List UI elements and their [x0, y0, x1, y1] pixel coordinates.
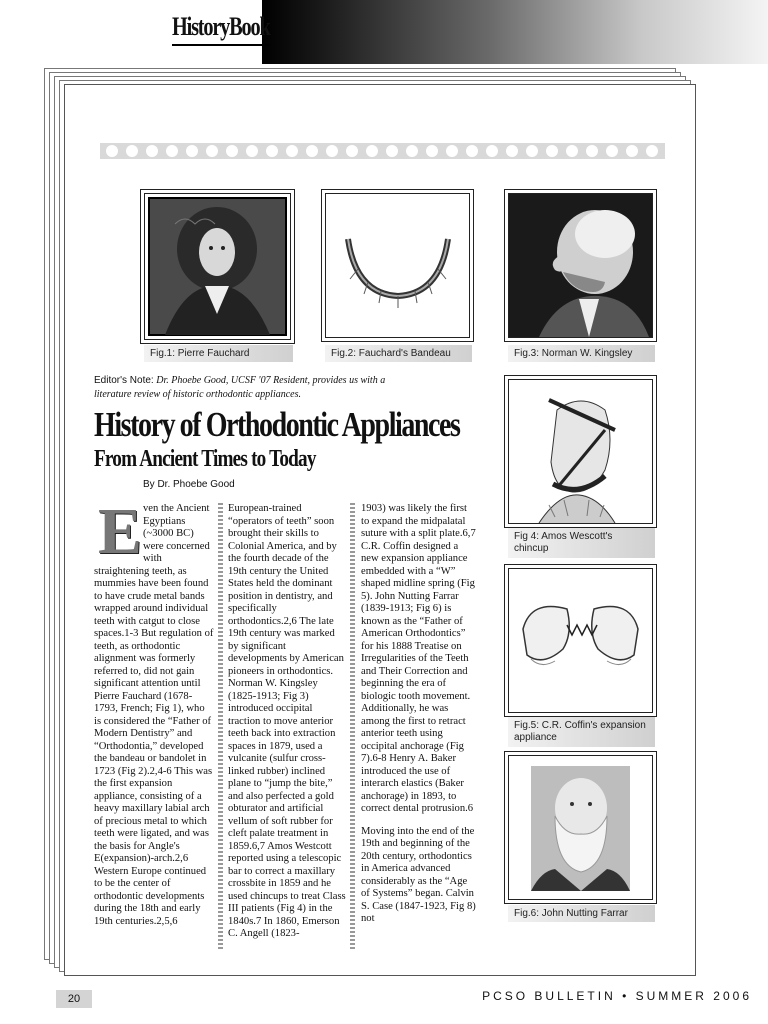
column-1-text: ven the Ancient Egyptians (~3000 BC) were concerned with straightening teeth, as mummies have been found to have crude metal bands wrapped around individual teeth with catgut to close spaces.1-3 But regulation of teeth, as orthodontic alignment was formerly referred to, did not gain significant attention until Pierre Fauchard (1678-1793, French; Fig 1), who is considered the “Father of Modern Dentistry” and “Orthodontia,” developed the bandeau or bandolet in 1723 (Fig 2).2,4-6 This was the first expansion appliance, consisting of a heavy maxillary labial arch of precious metal to which teeth were ligated, and was the basis for Angle's E(expansion)-arch.2,6 Western Europe continued to be the center of orthodontic developments during the 18th and early 19th centuries.2,5,6 [94, 503, 214, 927]
decorative-dot [546, 145, 558, 157]
decorative-dot-band [100, 143, 665, 159]
decorative-dot [106, 145, 118, 157]
portrait-bearded-icon [509, 756, 652, 899]
decorative-dot [486, 145, 498, 157]
figure-3-caption: Fig.3: Norman W. Kingsley [508, 345, 655, 362]
figure-5-image [508, 568, 653, 713]
decorative-dot [326, 145, 338, 157]
figure-4-caption: Fig 4: Amos Wescott's chincup [508, 528, 655, 558]
portrait-profile-icon [509, 194, 652, 337]
decorative-dot [406, 145, 418, 157]
decorative-dot [346, 145, 358, 157]
figure-5-caption: Fig.5: C.R. Coffin's expansion appliance [508, 717, 655, 747]
decorative-dot [606, 145, 618, 157]
decorative-dot [446, 145, 458, 157]
editors-note [94, 374, 424, 402]
decorative-dot [366, 145, 378, 157]
decorative-dot [306, 145, 318, 157]
drop-cap: E [98, 495, 143, 568]
historybook-logo: HistoryBook [172, 10, 270, 46]
decorative-dot [586, 145, 598, 157]
column-3-paragraph: 1903) was likely the first to expand the midpalatal suture with a split plate.6,7 C.R. Coffin designed a new expansion appliance embedded with a “W” shaped midline spring (Fig 5). John Nutting Farrar (1839-1913; Fig 6) is known as the “Father of American Orthodontics” for his 1888 Treatise on Irregularities of the Teeth and Their Correction and beginning the era of biologic tooth movement. Additionally, he was among the first to retract anterior teeth using occipital anchorage (Fig 7).6-8 Henry A. Baker introduced the use of interarch elastics (Baker anchorage) in 1893, to correct dental protrusion.6 [361, 503, 476, 814]
decorative-dot [146, 145, 158, 157]
decorative-dot [506, 145, 518, 157]
article-column-2 [228, 503, 346, 941]
publication-name: PCSO BULLETIN • SUMMER 2006 [482, 989, 752, 1003]
figure-2-image [325, 193, 470, 338]
decorative-dot [206, 145, 218, 157]
decorative-dot [466, 145, 478, 157]
article-column-1 [94, 495, 214, 928]
decorative-dot [526, 145, 538, 157]
editors-note-text: Dr. Phoebe Good, UCSF '07 Resident, provides us with a literature review of historic orthodontic appliances. [94, 375, 386, 400]
decorative-dot [246, 145, 258, 157]
decorative-dot [226, 145, 238, 157]
decorative-dot [386, 145, 398, 157]
header-gradient-band [262, 0, 768, 64]
article-subtitle: From Ancient Times to Today [94, 446, 316, 472]
figure-4-image [508, 379, 653, 524]
article-column-3 [361, 503, 476, 936]
decorative-dot [166, 145, 178, 157]
figure-2-caption: Fig.2: Fauchard's Bandeau [325, 345, 472, 362]
column-divider [218, 503, 223, 950]
decorative-dot [626, 145, 638, 157]
column-3-paragraph: Moving into the end of the 19th and beginning of the 20th century, orthodontics in America advanced considerably as the “Age of Systems” began. Calvin S. Case (1847-1923, Fig 8) not [361, 825, 476, 924]
editors-note-label: Editor's Note: [94, 375, 154, 386]
article-byline: By Dr. Phoebe Good [143, 479, 235, 490]
decorative-dot [126, 145, 138, 157]
column-divider [350, 503, 355, 950]
figure-6-image [508, 755, 653, 900]
figure-1-image [144, 193, 291, 340]
chincup-head-icon [509, 380, 652, 523]
article-title: History of Orthodontic Appliances [94, 405, 460, 444]
decorative-dot [266, 145, 278, 157]
decorative-dot [646, 145, 658, 157]
figure-3-image [508, 193, 653, 338]
page-number: 20 [56, 990, 92, 1008]
expansion-plate-icon [509, 569, 652, 712]
figure-6-caption: Fig.6: John Nutting Farrar [508, 905, 655, 922]
portrait-engraving-icon [145, 194, 290, 339]
decorative-dot [566, 145, 578, 157]
bandeau-arch-icon [326, 194, 469, 337]
figure-1-caption: Fig.1: Pierre Fauchard [144, 345, 293, 362]
decorative-dot [186, 145, 198, 157]
decorative-dot [426, 145, 438, 157]
decorative-dot [286, 145, 298, 157]
column-2-text: European-trained “operators of teeth” soon brought their skills to Colonial America, and by the fourth decade of the 19th century the United States held the dominant position in dentistry, and specifically orthodontics.2,6 The late 19th century was marked by significant developments by American pioneers in orthodontics. Norman W. Kingsley (1825-1913; Fig 3) introduced occipital traction to move anterior teeth back into extraction spaces in 1879, used a vulcanite (sulfur cross-linked rubber) inclined plane to “jump the bite,” and also perfected a gold obturator and artificial vellum of soft rubber for cleft palate treatment in 1859.6,7 Amos Westcott reported using a telescopic bar to correct a maxillary crossbite in 1859 and he used chincups to treat Class III patients (Fig 4) in the 1840s.7 In 1860, Emerson C. Angell (1823- [228, 503, 346, 939]
